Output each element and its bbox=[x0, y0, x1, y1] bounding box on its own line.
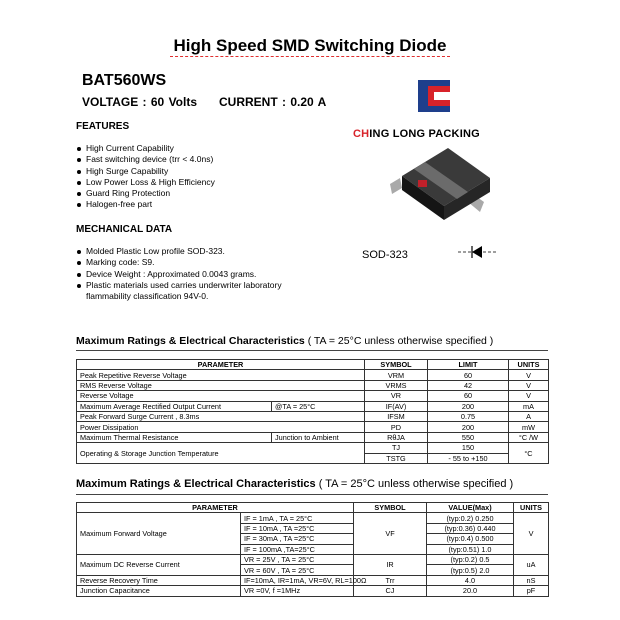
characteristics-table bbox=[76, 502, 549, 597]
column-header: LIMIT bbox=[428, 360, 509, 370]
column-header: PARAMETER bbox=[77, 360, 365, 370]
table-row: Maximum Thermal Resistance Junction to Ambient RθJA 550 °C /W bbox=[77, 432, 549, 442]
table2-heading: Maximum Ratings & Electrical Characteristics ( TA = 25°C unless otherwise specified ) bbox=[76, 478, 514, 490]
column-header: VALUE(Max) bbox=[427, 503, 514, 513]
mechanical-heading: MECHANICAL DATA bbox=[76, 224, 173, 235]
table-row: IF = 100mA ,TA=25°C (typ:0.51) 1.0 bbox=[77, 544, 549, 554]
page-title bbox=[0, 36, 620, 56]
list-item: Halogen-free part bbox=[76, 199, 336, 210]
column-header: SYMBOL bbox=[354, 503, 427, 513]
package-label: SOD-323 bbox=[362, 249, 408, 261]
sod-323-package-icon bbox=[380, 140, 500, 230]
table-row: Power Dissipation PD 200 mW bbox=[77, 422, 549, 432]
list-item: Marking code: S9. bbox=[76, 257, 291, 268]
title-text: High Speed SMD Switching Diode bbox=[170, 36, 451, 57]
table-row: Maximum Average Rectified Output Current @TA = 25°C IF(AV) 200 mA bbox=[77, 401, 549, 411]
table-row: Peak Forward Surge Current , 8.3ms IFSM 0.75 A bbox=[77, 411, 549, 421]
list-item: Guard Ring Protection bbox=[76, 188, 336, 199]
table-row: Peak Repetitive Reverse Voltage VRM 60 V bbox=[77, 370, 549, 380]
divider bbox=[76, 350, 548, 351]
table-row: IF = 10mA , TA =25°C (typ:0.36) 0.440 bbox=[77, 523, 549, 533]
table-row: Maximum Forward Voltage IF = 1mA , TA = 25°C VF (typ:0.2) 0.250 V bbox=[77, 513, 549, 523]
column-header: PARAMETER bbox=[77, 503, 354, 513]
divider bbox=[76, 494, 548, 495]
list-item: Fast switching device (trr < 4.0ns) bbox=[76, 154, 336, 165]
features-heading: FEATURES bbox=[76, 121, 130, 132]
list-item: Molded Plastic Low profile SOD-323. bbox=[76, 246, 291, 257]
table-row: VR = 60V , TA = 25°C (typ:0.5) 2.0 bbox=[77, 565, 549, 575]
part-number: BAT560WS bbox=[82, 72, 167, 89]
voltage-current-line bbox=[82, 95, 326, 109]
table-row: Operating & Storage Junction Temperature TJ 150 °C bbox=[77, 443, 549, 453]
diode-symbol-icon bbox=[458, 244, 496, 260]
list-item: Low Power Loss & High Efficiency bbox=[76, 177, 336, 188]
table1-heading: Maximum Ratings & Electrical Characteristics ( TA = 25°C unless otherwise specified ) bbox=[76, 335, 494, 347]
list-item: Device Weight : Approximated 0.0043 grams. bbox=[76, 269, 291, 280]
company-name: CHING LONG PACKING bbox=[353, 128, 480, 140]
voltage-rating: VOLTAGE : 60 Volts bbox=[82, 95, 198, 109]
table-row: IF = 30mA , TA =25°C (typ:0.4) 0.500 bbox=[77, 534, 549, 544]
column-header: UNITS bbox=[514, 503, 549, 513]
column-header: SYMBOL bbox=[365, 360, 428, 370]
list-item: High Surge Capability bbox=[76, 166, 336, 177]
features-list bbox=[76, 143, 336, 211]
list-item: Plastic materials used carries underwriter laboratory flammability classification 94V-0. bbox=[76, 280, 291, 303]
table-row: Maximum DC Reverse Current VR = 25V , TA = 25°C IR (typ:0.2) 0.5 uA bbox=[77, 554, 549, 564]
table-row: TSTG - 55 to +150 bbox=[77, 453, 549, 463]
company-logo-icon bbox=[414, 76, 454, 116]
current-rating: CURRENT : 0.20 A bbox=[219, 95, 327, 109]
column-header: UNITS bbox=[509, 360, 549, 370]
table-row: Junction Capacitance VR =0V, f =1MHz CJ 20.0 pF bbox=[77, 586, 549, 596]
ratings-table bbox=[76, 359, 549, 464]
table-row: Reverse Recovery Time IF=10mA, IR=1mA, VR=6V, RL=100Ω Trr 4.0 nS bbox=[77, 575, 549, 585]
list-item: High Current Capability bbox=[76, 143, 336, 154]
table-row: Reverse Voltage VR 60 V bbox=[77, 391, 549, 401]
mechanical-list bbox=[76, 246, 291, 302]
table-row: RMS Reverse Voltage VRMS 42 V bbox=[77, 380, 549, 390]
